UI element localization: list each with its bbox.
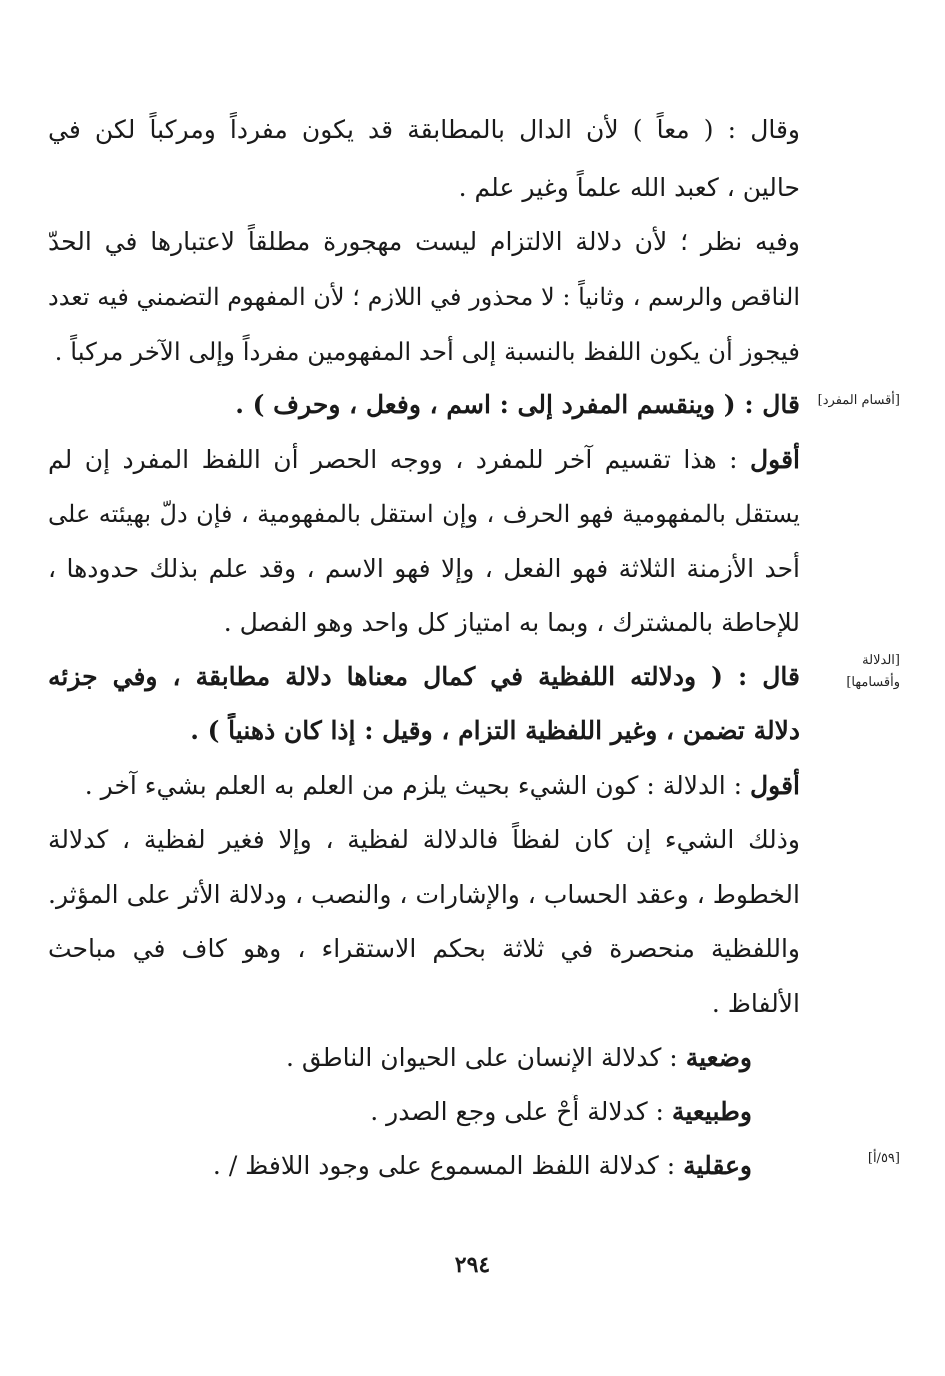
- text-line: [48, 877, 800, 913]
- text-line: [48, 1094, 800, 1130]
- bold-run: وطبيعية: [671, 1097, 752, 1126]
- text-line: [48, 112, 800, 148]
- text-line: [48, 334, 800, 370]
- text-run: وقال : ( معاً ) لأن الدال بالمطابقة قد يكون مفرداً ومركباً لكن في: [48, 115, 800, 144]
- text-line: [48, 170, 800, 206]
- text-line: [48, 1148, 800, 1184]
- text-line: [48, 1040, 800, 1076]
- text-run: : الدلالة : كون الشيء بحيث يلزم من العلم به العلم بشيء آخر .: [84, 771, 751, 800]
- margin-note: [٥٩/أ]: [867, 1151, 900, 1166]
- text-line: [48, 442, 800, 478]
- text-run: حالين ، كعبد الله علماً وغير علم .: [458, 173, 800, 202]
- text-line: [48, 279, 800, 315]
- text-run: : كدلالة الإنسان على الحيوان الناطق .: [285, 1043, 686, 1072]
- margin-note: [الدلالة وأقسامها]: [846, 653, 900, 690]
- text-line: [48, 931, 800, 967]
- text-line: [48, 768, 800, 804]
- text-run: الألفاظ .: [711, 989, 800, 1018]
- text-run: الخطوط ، وعقد الحساب ، والإشارات ، والنصب ، ودلالة الأثر على المؤثر.: [48, 880, 800, 909]
- margin-note: [أقسام المفرد]: [817, 393, 900, 408]
- bold-run: وضعية: [685, 1043, 752, 1072]
- text-line: [48, 551, 800, 587]
- text-run: : هذا تقسيم آخر للمفرد ، ووجه الحصر أن اللفظ المفرد إن لم: [48, 445, 751, 474]
- text-run: : كدلالة أُحْ على وجع الصدر .: [370, 1097, 672, 1126]
- page-number: ٢٩٤: [454, 1252, 491, 1278]
- text-line: [48, 224, 800, 260]
- text-run: يستقل بالمفهومية فهو الحرف ، وإن استقل بالمفهومية ، فإن دلّ بهيئته على: [48, 500, 800, 528]
- text-run: : كدلالة اللفظ المسموع على وجود اللافظ / .: [212, 1151, 684, 1180]
- bold-run: وعقلية: [683, 1151, 752, 1180]
- text-line: [48, 713, 800, 749]
- bold-run: قال : ( وينقسم المفرد إلى : اسم ، وفعل ، وحرف ) .: [235, 390, 800, 419]
- text-run: فيجوز أن يكون اللفظ بالنسبة إلى أحد المفهومين مفرداً وإلى الآخر مركباً .: [54, 337, 800, 366]
- bold-run: أقول: [750, 771, 800, 800]
- text-line: [48, 605, 800, 641]
- text-run: الناقص والرسم ، وثانياً : لا محذور في اللازم ؛ لأن المفهوم التضمني فيه تعدد: [48, 283, 800, 311]
- text-run: واللفظية منحصرة في ثلاثة بحكم الاستقراء ، وهو كاف في مباحث: [48, 934, 800, 963]
- text-run: وذلك الشيء إن كان لفظاً فالدلالة لفظية ، وإلا فغير لفظية ، كدلالة: [48, 825, 800, 854]
- text-run: أحد الأزمنة الثلاثة فهو الفعل ، وإلا فهو الاسم ، وقد علم بذلك حدودها ،: [48, 554, 800, 583]
- text-run: وفيه نظر ؛ لأن دلالة الالتزام ليست مهجورة مطلقاً لاعتبارها في الحدّ: [48, 227, 800, 256]
- text-line: [48, 822, 800, 858]
- text-line: [48, 387, 800, 423]
- bold-run: أقول: [750, 445, 800, 474]
- text-line: [48, 986, 800, 1022]
- text-line: [48, 659, 800, 695]
- text-run: للإحاطة بالمشترك ، وبما به امتياز كل واحد وهو الفصل .: [223, 608, 800, 637]
- text-line: [48, 496, 800, 532]
- bold-run: دلالة تضمن ، وغير اللفظية التزام ، وقيل : إذا كان ذهنياً ) .: [190, 716, 800, 745]
- bold-run: قال : ( ودلالته اللفظية في كمال معناها دلالة مطابقة ، وفي جزئه: [48, 662, 800, 691]
